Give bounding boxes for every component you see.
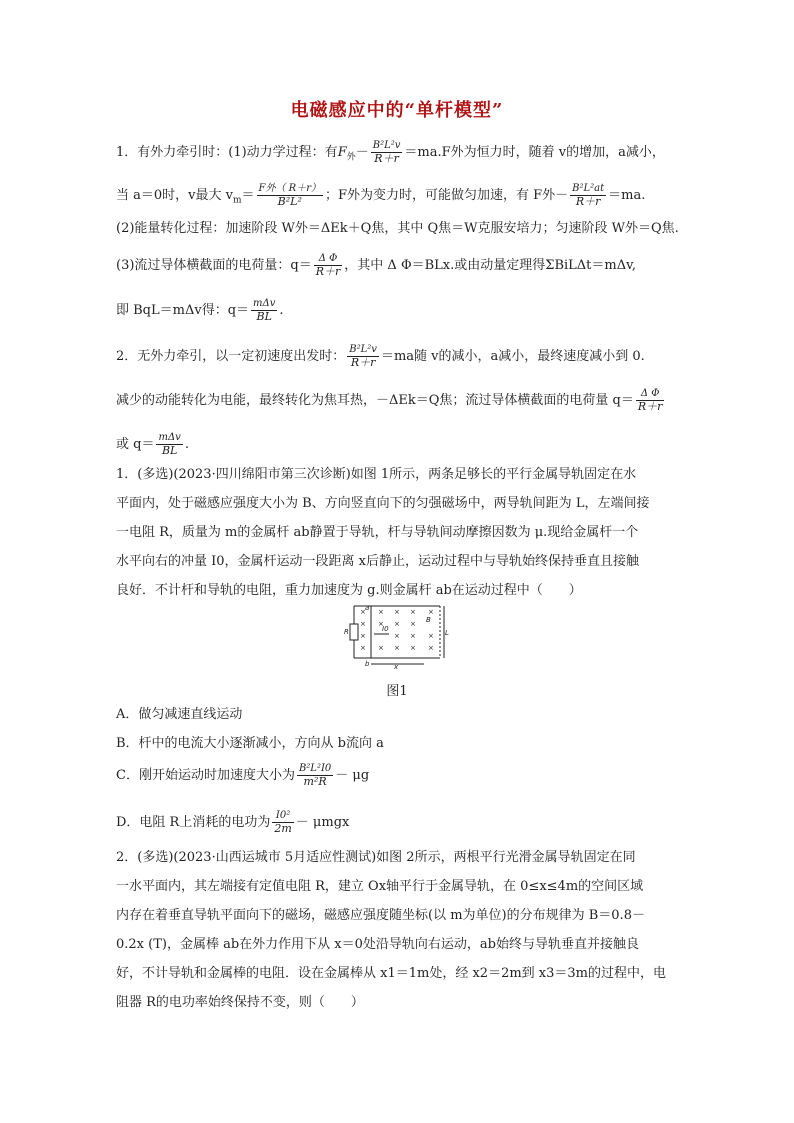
label-b: b xyxy=(365,660,370,668)
svg-text:×: × xyxy=(410,644,416,652)
page-title: 电磁感应中的“单杆模型” xyxy=(290,100,504,121)
fraction: $\frac{\text{I0²}}{2m}$ xyxy=(274,810,292,835)
fraction: $\frac{\text{F外（ R＋r）}}{\text{B²L²}}$ xyxy=(258,183,321,208)
q2-line: 2．(多选)(2023·山西运城市 5月适应性测试)如图 2所示，两根平行光滑金属导轨固定在同 xyxy=(116,850,636,865)
summary-line-5: 即 BqL＝mΔv得：q＝ $\frac{\text{mΔv}}{BL}$ . xyxy=(116,298,284,323)
q2-line: 一水平面内，其左端接有定值电阻 R，建立 Ox轴平行于金属导轨，在 0≤x≤4m的空间区域 xyxy=(116,879,644,894)
summary-line-1: 1．有外力牵引时：(1)动力学过程：有$F_外-$ $\frac{\text{B²L²v}}{R+r}$ ＝ma.F外为恒力时，随着 v的增加，a减小， xyxy=(116,140,665,165)
svg-text:×: × xyxy=(428,608,434,616)
fraction: $\frac{\text{Δ Φ}}{R+r}$ xyxy=(315,253,341,278)
option-c: C．刚开始运动时加速度大小为 $\frac{\text{B²L²I0}}{\text{m²R}}$ － μg xyxy=(116,763,370,788)
fraction: $\frac{\text{B²L²v}}{R+r}$ xyxy=(349,344,377,369)
fraction: $\frac{\text{mΔv}}{BL}$ xyxy=(253,298,276,323)
fraction: $\frac{\text{mΔv}}{BL}$ xyxy=(158,432,181,457)
label-x: x xyxy=(394,663,399,670)
label-a: a xyxy=(365,604,370,612)
summary-line-6: 2．无外力牵引，以一定初速度出发时： $\frac{\text{B²L²v}}{R+r}$ ＝ma随 v的减小，a减小，最终速度减小到 0. xyxy=(116,344,645,369)
q1-line: 一电阻 R，质量为 m的金属杆 ab静置于导轨，杆与导轨间动摩擦因数为 μ.现给金属杆一个 xyxy=(116,525,639,540)
svg-text:×: × xyxy=(428,632,434,640)
svg-text:×: × xyxy=(378,644,384,652)
fraction: $\frac{\text{B²L²at}}{R+r}$ xyxy=(572,183,605,208)
svg-text:×: × xyxy=(410,620,416,628)
figure-1-circuit xyxy=(344,600,454,670)
svg-text:×: × xyxy=(410,608,416,616)
svg-text:×: × xyxy=(360,632,366,640)
label-B: B xyxy=(426,616,431,624)
summary-line-2: 当 a＝0时，v最大 $v_m=$ $\frac{\text{F外（ R＋r）}}{\text{B²L²}}$ ；F外为变力时，可能做匀加速，有 F外－ $\frac{\text{B²L²at}}{R+r}$ ＝ma. xyxy=(116,183,646,208)
fraction: $\frac{\text{B²L²v}}{R+r}$ xyxy=(372,140,401,165)
summary-line-4: (3)流过导体横截面的电荷量：q＝ $\frac{\text{Δ Φ}}{R+r}$ ，其中 Δ Φ＝BLx.或由动量定理得ΣBiLΔt＝mΔv, xyxy=(116,253,637,278)
svg-text:×: × xyxy=(378,620,384,628)
summary-line-8: 或 q＝ $\frac{\text{mΔv}}{BL}$ . xyxy=(116,432,189,457)
svg-text:×: × xyxy=(394,608,400,616)
svg-text:×: × xyxy=(394,620,400,628)
svg-text:×: × xyxy=(394,644,400,652)
summary-line-3: (2)能量转化过程：加速阶段 W外＝ΔEk＋Q焦，其中 Q焦＝W克服安培力；匀速阶段 W外＝Q焦. xyxy=(116,221,679,236)
svg-text:×: × xyxy=(360,608,366,616)
figure-caption: 图1 xyxy=(386,684,408,699)
fraction: $\frac{\text{B²L²I0}}{\text{m²R}}$ xyxy=(298,763,332,788)
q1-line: 良好．不计杆和导轨的电阻，重力加速度为 g.则金属杆 ab在运动过程中（ ） xyxy=(116,583,582,598)
svg-text:×: × xyxy=(394,632,400,640)
label-L: L xyxy=(445,629,449,637)
svg-text:×: × xyxy=(428,644,434,652)
q2-line: 内存在着垂直导轨平面向下的磁场，磁感应强度随坐标(以 m为单位)的分布规律为 B＝0.8－ xyxy=(116,908,645,923)
option-b: B．杆中的电流大小逐渐减小，方向从 b流向 a xyxy=(116,736,384,751)
summary-line-7: 减少的动能转化为电能，最终转化为焦耳热，－ΔEk＝Q焦；流过导体横截面的电荷量 q＝ $\frac{\text{Δ Φ}}{R+r}$ xyxy=(116,388,663,413)
q2-line: 阻器 R的电功率始终保持不变，则（ ） xyxy=(116,995,364,1010)
q2-line: 好，不计导轨和金属棒的电阻．设在金属棒从 x1＝1m处，经 x2＝2m到 x3＝3m的过程中，电 xyxy=(116,966,666,981)
q1-line: 平面内，处于磁感应强度大小为 B、方向竖直向下的匀强磁场中，两导轨间距为 L，左端间接 xyxy=(116,496,650,511)
svg-text:×: × xyxy=(410,632,416,640)
q2-line: 0.2x (T)，金属棒 ab在外力作用下从 x＝0处沿导轨向右运动，ab始终与导轨垂直并接触良 xyxy=(116,937,639,952)
svg-text:×: × xyxy=(378,608,384,616)
svg-text:×: × xyxy=(360,620,366,628)
fraction: $\frac{\text{Δ Φ}}{R+r}$ xyxy=(637,388,663,413)
svg-text:×: × xyxy=(360,644,366,652)
q1-line: 1．(多选)(2023·四川绵阳市第三次诊断)如图 1所示，两条足够长的平行金属导轨固定在水 xyxy=(116,467,637,482)
label-R: R xyxy=(344,628,349,636)
option-a: A．做匀减速直线运动 xyxy=(116,707,243,722)
q1-line: 水平向右的冲量 I0，金属杆运动一段距离 x后静止，运动过程中与导轨始终保持垂直且接触 xyxy=(116,554,640,569)
option-d: D．电阻 R上消耗的电功为 $\frac{\text{I0²}}{2m}$ － μmgx xyxy=(116,810,350,835)
label-I0: I0 xyxy=(382,625,389,633)
